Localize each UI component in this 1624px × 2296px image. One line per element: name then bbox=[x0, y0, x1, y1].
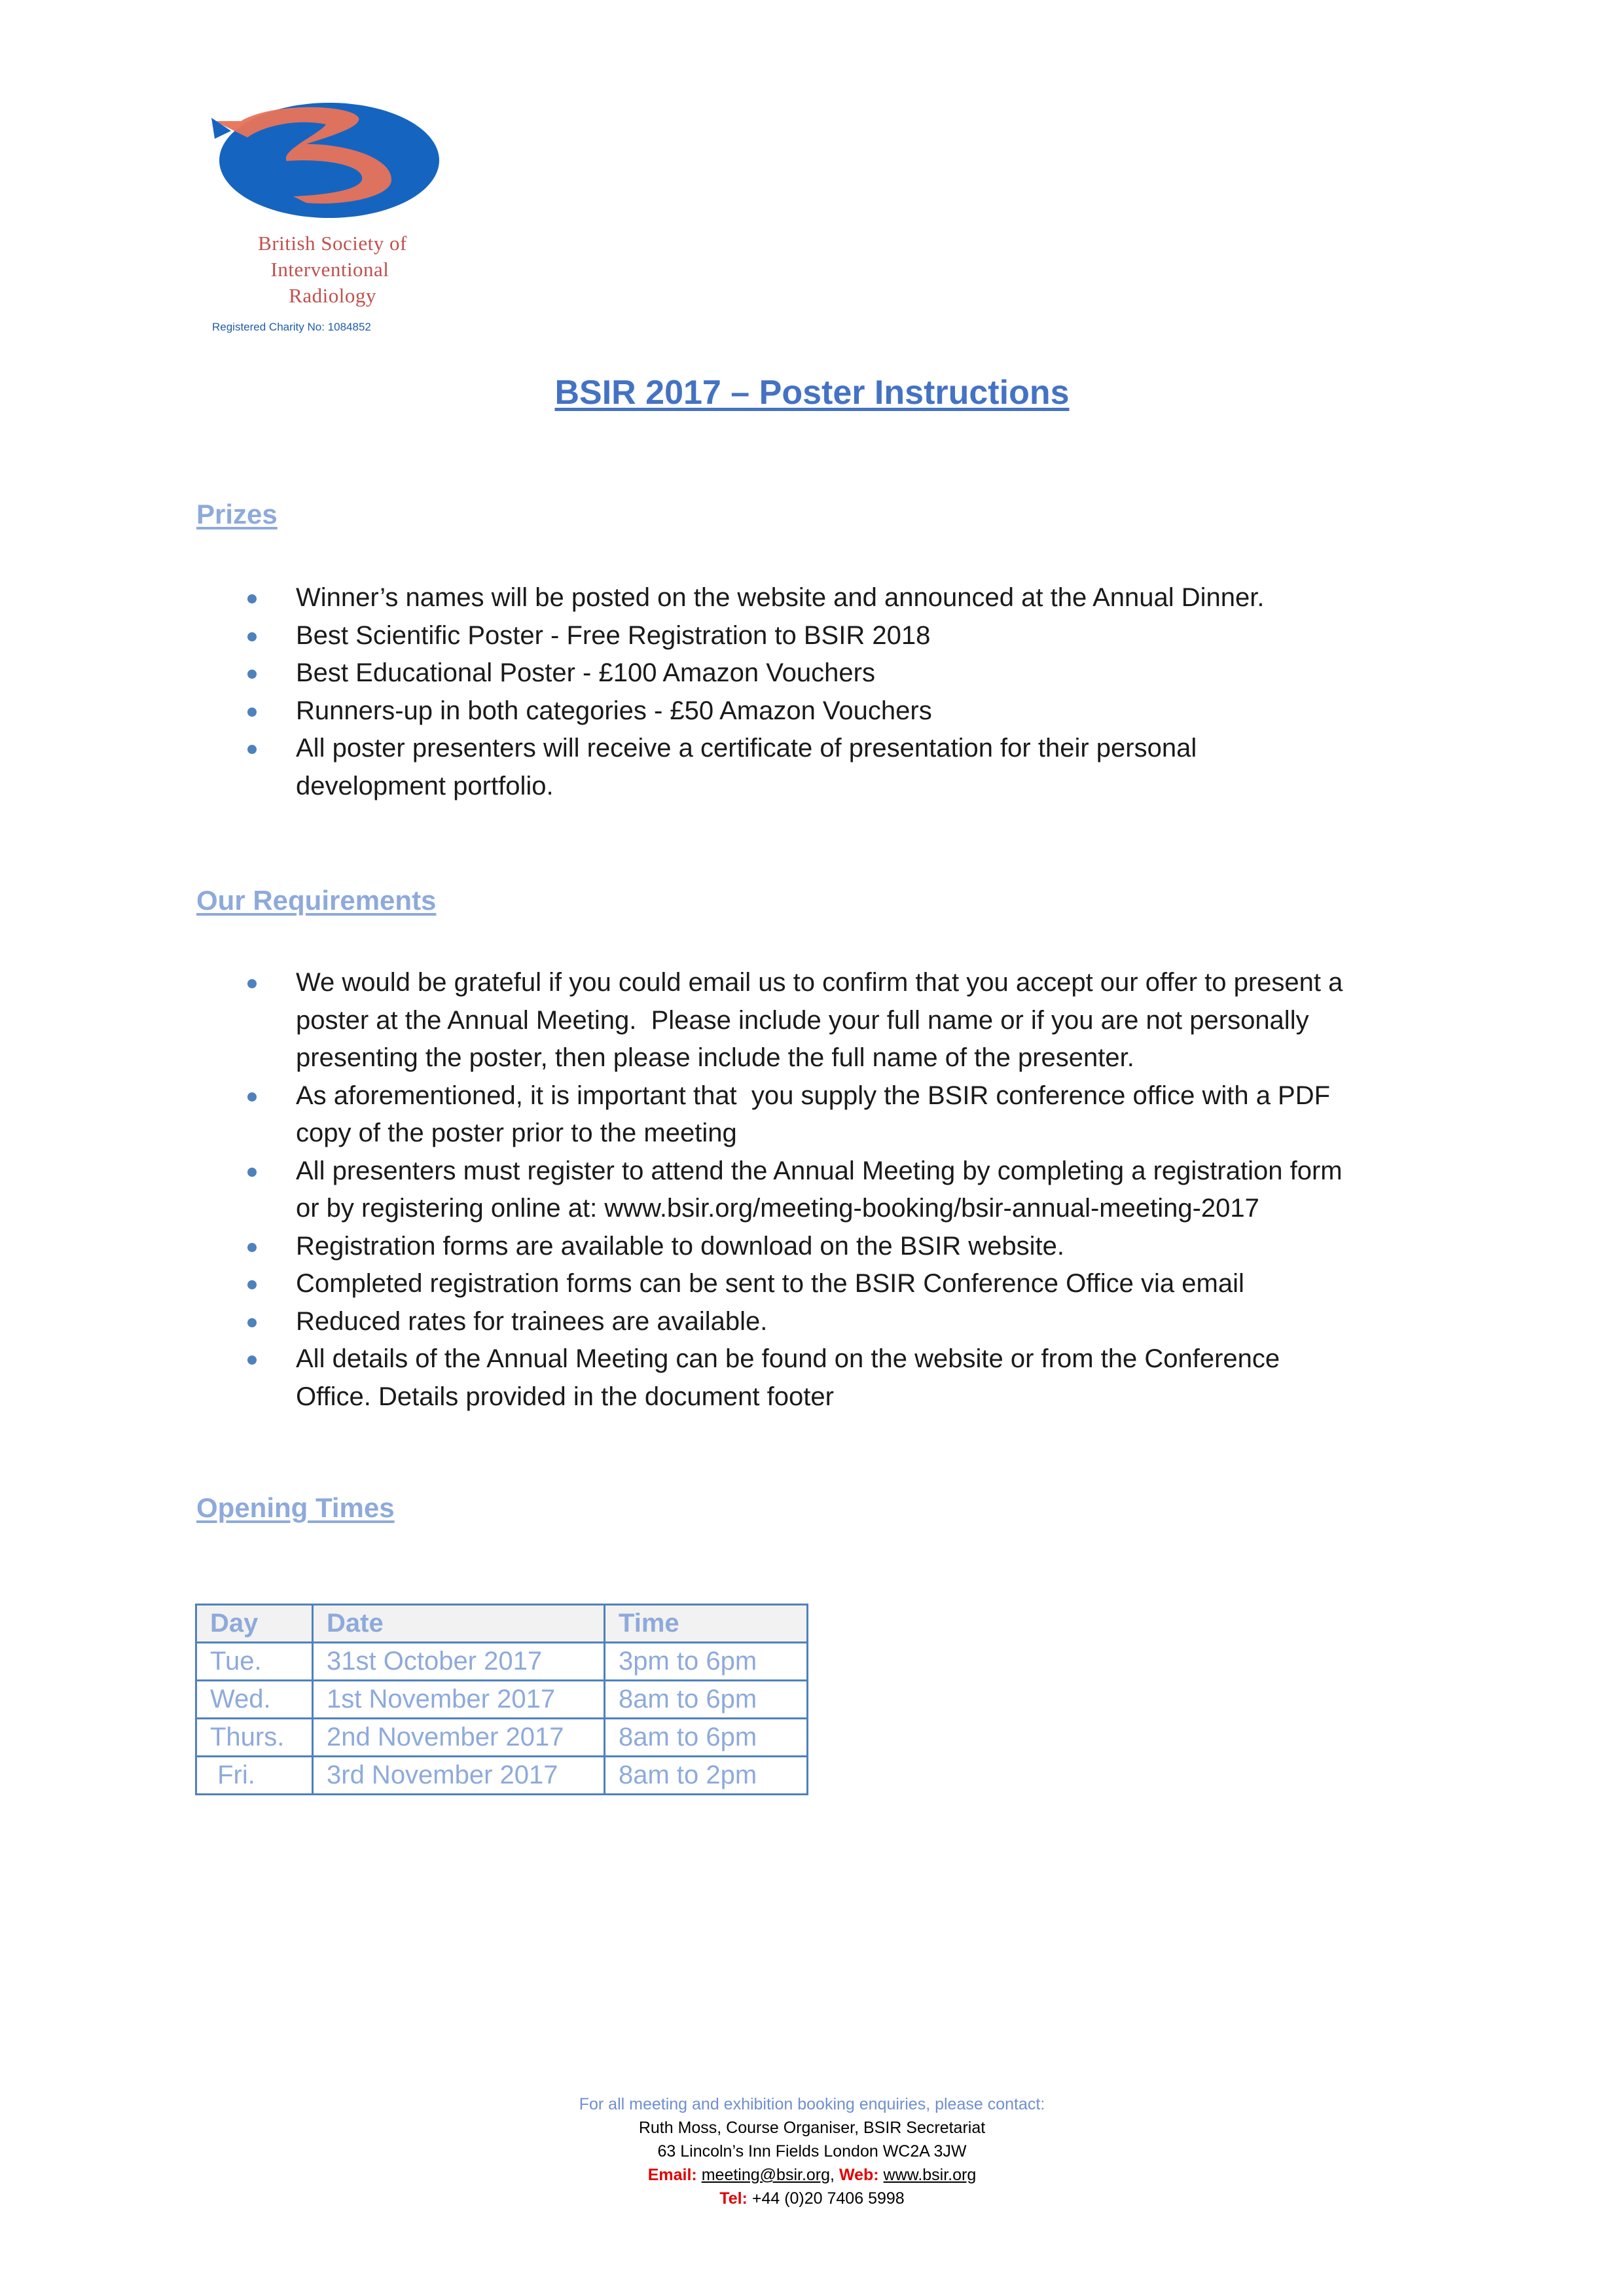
table-header-row bbox=[196, 1605, 808, 1643]
time-cell: 3pm to 6pm bbox=[605, 1643, 808, 1681]
list-item-line: Runners-up in both categories - £50 Amazon Vouchers bbox=[296, 696, 932, 725]
bullet-icon bbox=[247, 670, 257, 679]
web-link[interactable]: www.bsir.org bbox=[883, 2166, 977, 2184]
table-row bbox=[196, 1681, 808, 1719]
document-footer bbox=[0, 2092, 1624, 2210]
list-item bbox=[242, 730, 1440, 805]
list-item-line: Winner’s names will be posted on the website and announced at the Annual Dinner. bbox=[296, 583, 1265, 612]
tel-label: Tel: bbox=[719, 2189, 748, 2208]
list-item bbox=[242, 579, 1440, 617]
table-row bbox=[196, 1757, 808, 1795]
list-item-line: development portfolio. bbox=[296, 771, 554, 800]
prizes-list bbox=[242, 579, 1440, 805]
bullet-icon bbox=[247, 708, 257, 717]
opening-times-table bbox=[195, 1604, 808, 1795]
bsir-emblem-icon bbox=[195, 98, 444, 236]
list-item bbox=[242, 617, 1440, 655]
list-item-line: poster at the Annual Meeting. Please include your full name or if you are not personally bbox=[296, 1005, 1309, 1035]
list-item-line: All presenters must register to attend the Annual Meeting by completing a registration form bbox=[296, 1156, 1343, 1185]
charity-number: Registered Charity No: 1084852 bbox=[212, 321, 371, 333]
list-item-line: presenting the poster, then please include the full name of the presenter. bbox=[296, 1043, 1134, 1072]
logo-text-line-2: Interventional bbox=[270, 258, 389, 281]
footer-address: 63 Lincoln’s Inn Fields London WC2A 3JW bbox=[657, 2142, 967, 2161]
email-link[interactable]: meeting@bsir.org bbox=[701, 2166, 831, 2184]
day-cell: Fri. bbox=[196, 1757, 313, 1795]
page-title: BSIR 2017 – Poster Instructions bbox=[554, 374, 1070, 412]
bullet-icon bbox=[247, 594, 257, 603]
date-cell: 31st October 2017 bbox=[313, 1643, 605, 1681]
day-cell: Tue. bbox=[196, 1643, 313, 1681]
bullet-icon bbox=[247, 1168, 257, 1177]
date-cell: 1st November 2017 bbox=[313, 1681, 605, 1719]
table-row bbox=[196, 1643, 808, 1681]
bullet-icon bbox=[247, 745, 257, 754]
list-item-line: Reduced rates for trainees are available. bbox=[296, 1306, 768, 1336]
footer-lead: For all meeting and exhibition booking enquiries, please contact: bbox=[579, 2095, 1045, 2113]
logo-text-line-1: British Society of bbox=[258, 232, 407, 255]
list-item-line: Best Scientific Poster - Free Registration to BSIR 2018 bbox=[296, 620, 931, 650]
bullet-icon bbox=[247, 1243, 257, 1252]
bsir-logo bbox=[195, 98, 444, 337]
date-cell: 3rd November 2017 bbox=[313, 1757, 605, 1795]
list-item bbox=[242, 1077, 1440, 1153]
list-item-line: or by registering online at: www.bsir.org/meeting-booking/bsir-annual-meeting-2017 bbox=[296, 1194, 1259, 1223]
column-header-time: Time bbox=[605, 1605, 808, 1643]
opening-times-heading: Opening Times bbox=[196, 1492, 395, 1523]
list-item bbox=[242, 655, 1440, 692]
list-item-line: Completed registration forms can be sent to the BSIR Conference Office via email bbox=[296, 1269, 1244, 1298]
bullet-icon bbox=[247, 1280, 257, 1289]
list-item bbox=[242, 1153, 1440, 1228]
date-cell: 2nd November 2017 bbox=[313, 1719, 605, 1757]
list-item-line: Best Educational Poster - £100 Amazon Vouchers bbox=[296, 658, 875, 687]
tel-number: +44 (0)20 7406 5998 bbox=[751, 2189, 905, 2208]
time-cell: 8am to 6pm bbox=[605, 1719, 808, 1757]
logo-text-line-3: Radiology bbox=[289, 284, 376, 307]
footer-tel bbox=[0, 2187, 1624, 2210]
requirements-heading: Our Requirements bbox=[196, 885, 437, 916]
list-item bbox=[242, 1228, 1440, 1266]
column-header-day: Day bbox=[196, 1605, 313, 1643]
requirements-list bbox=[242, 964, 1440, 1416]
column-header-date: Date bbox=[313, 1605, 605, 1643]
bullet-icon bbox=[247, 979, 257, 988]
day-cell: Thurs. bbox=[196, 1719, 313, 1757]
list-item bbox=[242, 692, 1440, 730]
list-item-line: Registration forms are available to download on the BSIR website. bbox=[296, 1231, 1064, 1261]
list-item-line: As aforementioned, it is important that you supply the BSIR conference office with a PDF bbox=[296, 1081, 1331, 1110]
bullet-icon bbox=[247, 632, 257, 641]
list-item bbox=[242, 1303, 1440, 1341]
list-item-line: All details of the Annual Meeting can be found on the website or from the Conference bbox=[296, 1344, 1280, 1373]
list-item-line: We would be grateful if you could email us to confirm that you accept our offer to present a bbox=[296, 968, 1343, 997]
list-item bbox=[242, 964, 1440, 1077]
bullet-icon bbox=[247, 1092, 257, 1102]
table-row bbox=[196, 1719, 808, 1757]
bullet-icon bbox=[247, 1318, 257, 1327]
time-cell: 8am to 6pm bbox=[605, 1681, 808, 1719]
footer-contact: Ruth Moss, Course Organiser, BSIR Secretariat bbox=[638, 2119, 986, 2137]
list-item-line: copy of the poster prior to the meeting bbox=[296, 1119, 737, 1147]
email-label: Email: bbox=[647, 2166, 697, 2184]
day-cell: Wed. bbox=[196, 1681, 313, 1719]
bullet-icon bbox=[247, 1355, 257, 1365]
list-item bbox=[242, 1265, 1440, 1303]
web-label: Web: bbox=[839, 2166, 879, 2184]
footer-email-web: Email: meeting@bsir.org, Web: www.bsir.org bbox=[647, 2166, 977, 2184]
prizes-heading: Prizes bbox=[196, 499, 278, 529]
list-item bbox=[242, 1340, 1440, 1416]
list-item-line: Office. Details provided in the document footer bbox=[296, 1382, 834, 1411]
time-cell: 8am to 2pm bbox=[605, 1757, 808, 1795]
list-item-line: All poster presenters will receive a certificate of presentation for their personal bbox=[296, 734, 1197, 762]
